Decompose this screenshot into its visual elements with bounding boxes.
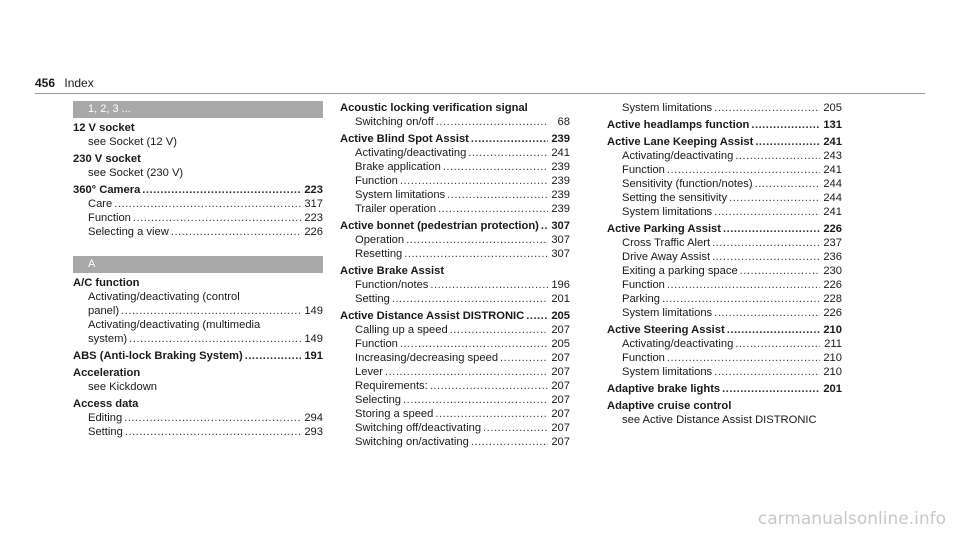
index-main-term (73, 183, 323, 197)
page-ref: 241 (823, 164, 842, 176)
leader-dots (667, 163, 820, 177)
leader-dots (751, 118, 820, 132)
page-ref: 241 (823, 136, 842, 148)
page-ref: 223 (304, 184, 323, 196)
index-sub-term-text: Exiting a parking space (622, 265, 738, 277)
index-sub-term-text: system) (88, 333, 128, 345)
index-main-term (607, 118, 842, 132)
leader-dots (712, 250, 820, 264)
page-ref: 226 (304, 226, 323, 238)
index-sub-term-text: Activating/deactivating (622, 338, 734, 350)
index-main-term-text: Adaptive brake lights (607, 383, 721, 395)
leader-dots (171, 225, 301, 239)
index-main-term (73, 121, 323, 135)
index-sub-term (73, 225, 323, 239)
index-sub-term (607, 351, 842, 365)
index-sub-term-text: Trailer operation (355, 203, 437, 215)
leader-dots (430, 379, 548, 393)
page-ref: 239 (551, 161, 570, 173)
index-main-term-text: Active Brake Assist (340, 265, 445, 277)
leader-dots (541, 219, 548, 233)
index-sub-term (607, 292, 842, 306)
index-sub-term (607, 163, 842, 177)
index-sub-term-text: Operation (355, 234, 405, 246)
index-sub-term (607, 191, 842, 205)
index-sub-term-text: Activating/deactivating (355, 147, 467, 159)
index-entry (607, 399, 842, 427)
page-ref: 239 (551, 189, 570, 201)
index-main-term (340, 219, 570, 233)
index-main-term (73, 397, 323, 411)
page-ref: 210 (823, 366, 842, 378)
index-main-term (340, 309, 570, 323)
index-sub-term (607, 264, 842, 278)
index-sub-term (607, 205, 842, 219)
index-sub-term (340, 146, 570, 160)
page-ref: 207 (551, 436, 570, 448)
leader-dots (740, 264, 820, 278)
index-main-term (607, 135, 842, 149)
index-entry (340, 101, 570, 129)
leader-dots (755, 177, 820, 191)
index-sub-term-text: Function (622, 279, 665, 291)
leader-dots (723, 222, 820, 236)
index-sub-term (340, 188, 570, 202)
index-entry (73, 397, 323, 439)
index-main-term-text: A/C function (73, 277, 140, 289)
index-sub-term (73, 318, 323, 332)
index-sub-term-text: Setting (355, 293, 390, 305)
index-entry (607, 118, 842, 132)
index-sub-term-text: see Socket (230 V) (88, 167, 184, 179)
page-ref: 243 (823, 150, 842, 162)
page-ref: 244 (823, 192, 842, 204)
index-sub-term-text: System limitations (622, 307, 713, 319)
index-main-term-text: Acoustic locking verification signal (340, 102, 528, 114)
index-main-term (340, 101, 570, 115)
index-sub-term (73, 166, 323, 180)
page-ref: 226 (823, 223, 842, 235)
index-sub-term-text: Drive Away Assist (622, 251, 711, 263)
page-ref: 228 (823, 293, 842, 305)
page-ref: 244 (823, 178, 842, 190)
index-sub-term (340, 233, 570, 247)
index-main-term-text: Acceleration (73, 367, 141, 379)
leader-dots (129, 332, 301, 346)
page-ref: 317 (304, 198, 323, 210)
index-sub-term (340, 407, 570, 421)
index-main-term (340, 264, 570, 278)
index-entry (607, 382, 842, 396)
leader-dots (121, 304, 301, 318)
index-sub-term-text: Lever (355, 366, 383, 378)
page-ref: 207 (551, 422, 570, 434)
leader-dots (406, 233, 548, 247)
index-sub-term (340, 115, 570, 129)
index-main-term-text: 360° Camera (73, 184, 141, 196)
page-ref: 293 (304, 426, 323, 438)
index-sub-term-text: Cross Traffic Alert (622, 237, 711, 249)
index-entry (73, 152, 323, 180)
index-sub-term-text: Storing a speed (355, 408, 434, 420)
index-sub-term-text: Activating/deactivating (622, 150, 734, 162)
index-sub-term-text: Function/notes (355, 279, 429, 291)
watermark: carmanualsonline.info (757, 509, 946, 529)
index-sub-term-text: Activating/deactivating (control (88, 291, 240, 303)
index-sub-term (607, 278, 842, 292)
index-main-term-text: 12 V socket (73, 122, 135, 134)
index-sub-term (607, 337, 842, 351)
index-sub-term-text: System limitations (622, 206, 713, 218)
index-sub-term (607, 413, 842, 427)
leader-dots (662, 292, 820, 306)
index-main-term (607, 323, 842, 337)
index-entry (340, 219, 570, 261)
page-ref: 149 (304, 333, 323, 345)
index-entry (73, 121, 323, 149)
index-sub-term-text: see Kickdown (88, 381, 158, 393)
index-sub-term (607, 149, 842, 163)
index-sub-term-text: Function (622, 352, 665, 364)
index-sub-term-text: panel) (88, 305, 120, 317)
page-ref: 196 (551, 279, 570, 291)
page-ref: 307 (551, 234, 570, 246)
index-sub-term-text: Function (88, 212, 131, 224)
index-main-term-text: Active Blind Spot Assist (340, 133, 469, 145)
index-sub-term (607, 101, 842, 115)
leader-dots (114, 197, 301, 211)
index-main-term-text: Active bonnet (pedestrian protection) (340, 220, 539, 232)
index-sub-term (73, 290, 323, 304)
index-sub-term-text: Setting the sensitivity (622, 192, 728, 204)
index-sub-term (340, 174, 570, 188)
leader-dots (712, 236, 820, 250)
leader-dots (471, 435, 548, 449)
page-ref: 230 (823, 265, 842, 277)
page-ref: 241 (823, 206, 842, 218)
leader-dots (400, 174, 548, 188)
leader-dots (755, 135, 820, 149)
page-ref: 207 (551, 324, 570, 336)
index-sub-term (607, 306, 842, 320)
page-ref: 210 (823, 352, 842, 364)
index-sub-term (340, 365, 570, 379)
page-ref: 207 (551, 394, 570, 406)
index-main-term (73, 349, 323, 363)
index-main-term (73, 276, 323, 290)
index-entry (607, 101, 842, 115)
page-ref: 207 (551, 408, 570, 420)
index-sub-term-text: see Active Distance Assist DISTRONIC (622, 414, 817, 426)
index-sub-term-text: Editing (88, 412, 123, 424)
index-sub-term-text: Brake application (355, 161, 441, 173)
page-title: Index (64, 76, 94, 90)
index-sub-term-text: Switching on/activating (355, 436, 469, 448)
page-header (35, 76, 94, 90)
index-sub-term-text: System limitations (622, 366, 713, 378)
page-ref: 307 (551, 220, 570, 232)
leader-dots (124, 411, 301, 425)
section-gap (73, 242, 323, 256)
leader-dots (447, 188, 548, 202)
page-ref: 149 (304, 305, 323, 317)
index-sub-term (340, 421, 570, 435)
index-entry (73, 276, 323, 346)
index-sub-term (73, 197, 323, 211)
index-sub-term-text: Increasing/decreasing speed (355, 352, 499, 364)
index-entry (73, 183, 323, 239)
page-ref: 205 (823, 102, 842, 114)
index-sub-term (340, 160, 570, 174)
index-main-term (607, 222, 842, 236)
page-ref: 207 (551, 380, 570, 392)
page-ref: 191 (304, 350, 323, 362)
index-sub-term (340, 379, 570, 393)
index-entry (607, 222, 842, 320)
index-sub-term-text: Switching on/off (355, 116, 434, 128)
index-sub-term-text: Setting (88, 426, 123, 438)
index-entry (340, 132, 570, 216)
page-ref: 239 (551, 175, 570, 187)
index-sub-term-text: Resetting (355, 248, 403, 260)
index-main-term-text: Active Distance Assist DISTRONIC (340, 310, 525, 322)
section-header: A (73, 256, 323, 273)
leader-dots (500, 351, 548, 365)
leader-dots (404, 247, 548, 261)
index-sub-term (340, 247, 570, 261)
index-column-1 (73, 101, 323, 442)
index-column-2 (340, 101, 570, 452)
leader-dots (436, 115, 548, 129)
leader-dots (142, 183, 301, 197)
index-sub-term-text: Function (355, 175, 398, 187)
page-ref: 207 (551, 352, 570, 364)
index-sub-term-text: see Socket (12 V) (88, 136, 177, 148)
page-ref: 236 (823, 251, 842, 263)
leader-dots (435, 407, 548, 421)
index-sub-term-text: Parking (622, 293, 660, 305)
index-entry (607, 323, 842, 379)
leader-dots (392, 292, 548, 306)
leader-dots (714, 205, 820, 219)
leader-dots (438, 202, 548, 216)
page-ref: 239 (551, 133, 570, 145)
index-sub-term-text: System limitations (622, 102, 713, 114)
index-main-term (607, 399, 842, 413)
index-sub-term-text: Care (88, 198, 113, 210)
leader-dots (450, 323, 548, 337)
leader-dots (667, 278, 820, 292)
leader-dots (729, 191, 820, 205)
header-divider (35, 93, 925, 94)
index-column-3 (607, 101, 842, 430)
index-sub-term (73, 332, 323, 346)
index-main-term-text: Active Steering Assist (607, 324, 725, 336)
index-sub-term (340, 435, 570, 449)
index-entry (340, 264, 570, 306)
leader-dots (125, 425, 301, 439)
index-sub-term-text: Calling up a speed (355, 324, 448, 336)
index-main-term-text: Adaptive cruise control (607, 400, 732, 412)
leader-dots (483, 421, 548, 435)
leader-dots (443, 160, 548, 174)
index-sub-term-text: Function (355, 338, 398, 350)
page-ref: 307 (551, 248, 570, 260)
index-entry (340, 309, 570, 449)
leader-dots (727, 323, 820, 337)
page-ref: 207 (551, 366, 570, 378)
index-sub-term-text: System limitations (355, 189, 446, 201)
page-ref: 201 (551, 293, 570, 305)
page-ref: 294 (304, 412, 323, 424)
page-ref: 205 (551, 338, 570, 350)
index-entry (73, 349, 323, 363)
index-sub-term-text: Activating/deactivating (multimedia (88, 319, 261, 331)
index-sub-term-text: Function (622, 164, 665, 176)
page-ref: 210 (823, 324, 842, 336)
leader-dots (714, 306, 820, 320)
index-sub-term (73, 135, 323, 149)
index-sub-term-text: Selecting a view (88, 226, 169, 238)
leader-dots (133, 211, 301, 225)
index-sub-term (607, 365, 842, 379)
index-sub-term-text: Sensitivity (function/notes) (622, 178, 753, 190)
leader-dots (714, 101, 820, 115)
index-sub-term (340, 292, 570, 306)
page-ref: 226 (823, 279, 842, 291)
index-sub-term (607, 177, 842, 191)
index-sub-term (73, 304, 323, 318)
index-sub-term (340, 393, 570, 407)
index-main-term-text: ABS (Anti-lock Braking System) (73, 350, 243, 362)
page-ref: 241 (551, 147, 570, 159)
leader-dots (735, 149, 820, 163)
index-main-term-text: Active Parking Assist (607, 223, 721, 235)
leader-dots (471, 132, 548, 146)
index-sub-term (340, 337, 570, 351)
index-sub-term (340, 278, 570, 292)
leader-dots (468, 146, 548, 160)
index-main-term-text: Access data (73, 398, 139, 410)
leader-dots (735, 337, 820, 351)
page-ref: 223 (304, 212, 323, 224)
index-sub-term-text: Requirements: (355, 380, 428, 392)
index-sub-term (73, 211, 323, 225)
page-ref: 201 (823, 383, 842, 395)
index-main-term (340, 132, 570, 146)
index-sub-term (340, 351, 570, 365)
index-sub-term (73, 380, 323, 394)
leader-dots (526, 309, 548, 323)
index-sub-term-text: Selecting (355, 394, 402, 406)
leader-dots (667, 351, 820, 365)
index-main-term (73, 366, 323, 380)
section-header: 1, 2, 3 ... (73, 101, 323, 118)
index-sub-term (73, 411, 323, 425)
page-number: 456 (35, 76, 56, 90)
leader-dots (714, 365, 820, 379)
page-ref: 237 (823, 237, 842, 249)
leader-dots (245, 349, 301, 363)
index-sub-term-text: Switching off/deactivating (355, 422, 482, 434)
index-sub-term (340, 323, 570, 337)
index-main-term-text: Active headlamps function (607, 119, 750, 131)
page-ref: 131 (823, 119, 842, 131)
leader-dots (400, 337, 548, 351)
index-main-term (73, 152, 323, 166)
leader-dots (385, 365, 548, 379)
leader-dots (403, 393, 548, 407)
page-ref: 239 (551, 203, 570, 215)
page-ref: 205 (551, 310, 570, 322)
index-main-term-text: 230 V socket (73, 153, 141, 165)
index-sub-term (607, 250, 842, 264)
index-main-term-text: Active Lane Keeping Assist (607, 136, 754, 148)
index-sub-term (607, 236, 842, 250)
leader-dots (722, 382, 820, 396)
page-ref: 226 (823, 307, 842, 319)
page-ref: 68 (557, 116, 570, 128)
index-entry (607, 135, 842, 219)
leader-dots (430, 278, 548, 292)
index-sub-term (340, 202, 570, 216)
index-entry (73, 366, 323, 394)
page-ref: 211 (824, 338, 842, 350)
index-sub-term (73, 425, 323, 439)
index-main-term (607, 382, 842, 396)
